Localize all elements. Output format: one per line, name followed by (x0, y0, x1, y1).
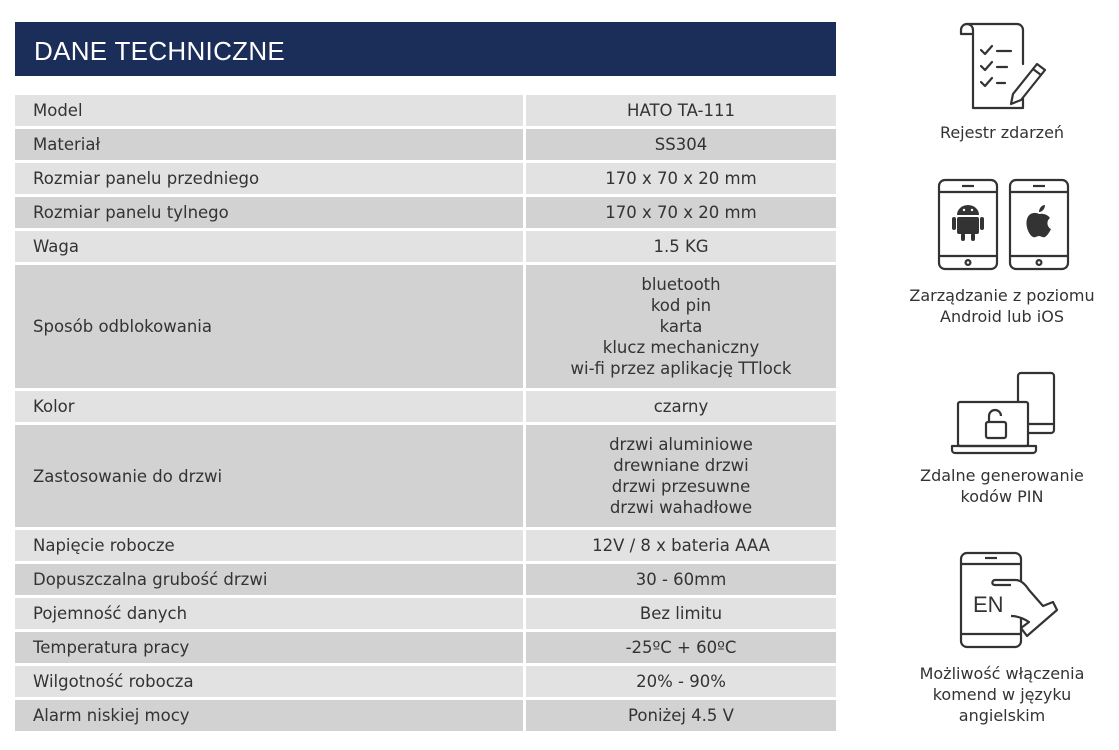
spec-value (526, 425, 836, 527)
feature-label-line: Zdalne generowanie (920, 466, 1084, 485)
spec-label: Materiał (15, 129, 523, 160)
spec-row (15, 598, 836, 629)
feature-label-line: komend w języku (932, 685, 1072, 704)
spec-value-line: 20% - 90% (636, 672, 726, 691)
feature-label-line: kodów PIN (960, 487, 1044, 506)
section-title: DANE TECHNICZNE (34, 36, 286, 66)
spec-value-line: 1.5 KG (653, 237, 709, 256)
spec-label: Sposób odblokowania (15, 265, 523, 388)
spec-value-line: bluetooth (641, 275, 721, 294)
spec-value-line: HATO TA-111 (627, 101, 735, 120)
spec-label: Wilgotność robocza (15, 666, 523, 697)
spec-value (526, 530, 836, 561)
feature-label-line: Zarządzanie z poziomu (909, 286, 1095, 305)
spec-value-line: drewniane drzwi (613, 456, 749, 475)
spec-label: Alarm niskiej mocy (15, 700, 523, 731)
spec-value-line: klucz mechaniczny (602, 338, 760, 357)
spec-value-line: 170 x 70 x 20 mm (605, 203, 757, 222)
spec-label: Dopuszczalna grubość drzwi (15, 564, 523, 595)
spec-row (15, 95, 836, 126)
spec-value-line: karta (659, 317, 703, 336)
spec-value-line: drzwi aluminiowe (609, 435, 753, 454)
spec-label: Rozmiar panelu przedniego (15, 163, 523, 194)
spec-label: Rozmiar panelu tylnego (15, 197, 523, 228)
spec-value-line: 12V / 8 x bateria AAA (592, 536, 770, 555)
spec-table (15, 95, 836, 731)
spec-label: Temperatura pracy (15, 632, 523, 663)
feature-event-log (905, 122, 1099, 143)
spec-row (15, 265, 836, 388)
spec-value (526, 197, 836, 228)
spec-label: Waga (15, 231, 523, 262)
spec-label: Zastosowanie do drzwi (15, 425, 523, 527)
spec-row (15, 231, 836, 262)
spec-value (526, 95, 836, 126)
spec-row (15, 197, 836, 228)
feature-english-commands (895, 663, 1109, 726)
feature-os-management (895, 285, 1109, 327)
spec-value-line: Poniżej 4.5 V (628, 706, 734, 725)
spec-row (15, 666, 836, 697)
spec-row (15, 564, 836, 595)
spec-value-line: czarny (653, 397, 709, 416)
spec-value-line: drzwi przesuwne (611, 477, 751, 496)
spec-value (526, 231, 836, 262)
spec-value (526, 391, 836, 422)
spec-label: Pojemność danych (15, 598, 523, 629)
phone-en-touch-icon (957, 550, 1061, 654)
spec-value-line: wi-fi przez aplikację TTlock (570, 359, 792, 378)
android-phone-icon (937, 178, 999, 275)
spec-value (526, 700, 836, 731)
document-checklist-icon (955, 16, 1050, 116)
feature-remote-pin (905, 465, 1099, 507)
spec-row (15, 129, 836, 160)
spec-row (15, 425, 836, 527)
spec-label: Kolor (15, 391, 523, 422)
section-header (15, 22, 836, 76)
spec-value-line: 170 x 70 x 20 mm (605, 169, 757, 188)
spec-value (526, 564, 836, 595)
spec-value (526, 632, 836, 663)
spec-value (526, 598, 836, 629)
spec-value (526, 129, 836, 160)
feature-label: Rejestr zdarzeń (939, 123, 1065, 142)
spec-row (15, 530, 836, 561)
spec-row (15, 700, 836, 731)
spec-value (526, 163, 836, 194)
apple-phone-icon (1008, 178, 1070, 275)
spec-row (15, 632, 836, 663)
spec-label: Napięcie robocze (15, 530, 523, 561)
spec-row (15, 391, 836, 422)
feature-label-line: Możliwość włączenia (919, 664, 1085, 683)
spec-value-line: -25ºC + 60ºC (625, 638, 737, 657)
laptop-unlock-icon (950, 370, 1058, 460)
feature-label-line: Android lub iOS (940, 307, 1064, 326)
spec-value-line: Bez limitu (639, 604, 723, 623)
spec-value (526, 265, 836, 388)
feature-label-line: angielskim (958, 706, 1046, 725)
screen-text: EN (973, 592, 1004, 617)
spec-value-line: kod pin (650, 296, 712, 315)
spec-value-line: SS304 (654, 135, 708, 154)
spec-value-line: 30 - 60mm (635, 570, 727, 589)
spec-value (526, 666, 836, 697)
spec-value-line: drzwi wahadłowe (609, 498, 753, 517)
spec-label: Model (15, 95, 523, 126)
spec-row (15, 163, 836, 194)
